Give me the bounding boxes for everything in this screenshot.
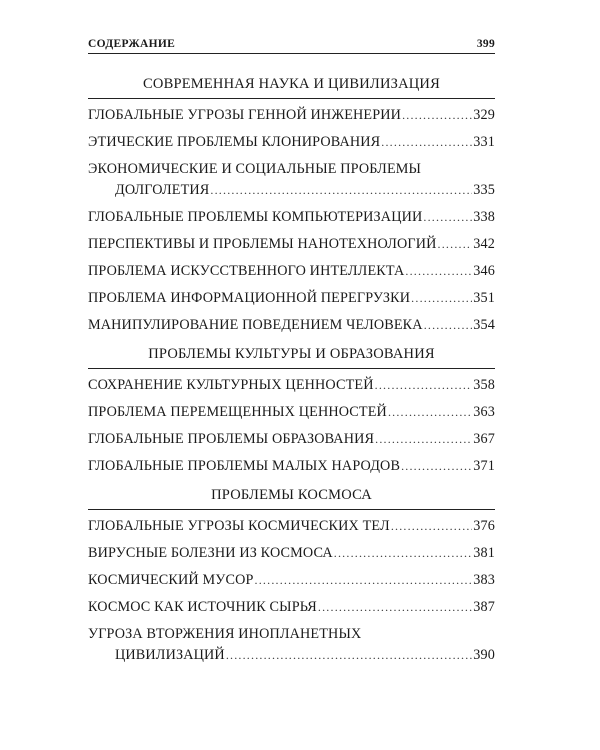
toc-entry-title: КОСМИЧЕСКИЙ МУСОР: [88, 572, 254, 588]
toc-entry-page-number: 376: [473, 518, 495, 534]
toc-entry[interactable]: [88, 234, 495, 255]
toc-entry-row: [88, 516, 495, 537]
toc-entry[interactable]: [88, 105, 495, 126]
toc-entry-row: [88, 288, 495, 309]
toc-entry-page-number: 367: [473, 431, 495, 447]
toc-entry-title: ГЛОБАЛЬНЫЕ УГРОЗЫ ГЕННОЙ ИНЖЕНЕРИИ: [88, 107, 402, 123]
toc-entry-title: МАНИПУЛИРОВАНИЕ ПОВЕДЕНИЕМ ЧЕЛОВЕКА: [88, 317, 423, 333]
section-title: СОВРЕМЕННАЯ НАУКА И ЦИВИЛИЗАЦИЯ: [143, 76, 440, 92]
toc-entry-page-number: 381: [473, 545, 495, 561]
toc-entry[interactable]: [88, 315, 495, 336]
toc-entry[interactable]: [88, 207, 495, 228]
toc-entry-row: [88, 132, 495, 153]
toc-entry-title: ПРОБЛЕМА ИСКУССТВЕННОГО ИНТЕЛЛЕКТА: [88, 263, 405, 279]
toc-entry-page-number: 351: [473, 290, 495, 306]
toc-entry-title: ГЛОБАЛЬНЫЕ ПРОБЛЕМЫ МАЛЫХ НАРОДОВ: [88, 458, 401, 474]
toc-entry-page-number: 329: [473, 107, 495, 123]
toc-entry-page-number: 342: [473, 236, 495, 252]
toc-entry-title: ЦИВИЛИЗАЦИЙ: [115, 647, 225, 663]
toc-entry-row: [88, 261, 495, 282]
toc-entry-title: КОСМОС КАК ИСТОЧНИК СЫРЬЯ: [88, 599, 317, 615]
toc-entry[interactable]: [88, 375, 495, 396]
dot-leader: [375, 429, 472, 450]
section-divider: [88, 98, 495, 99]
dot-leader: [424, 315, 473, 336]
toc-entry[interactable]: [88, 570, 495, 591]
toc-entry-title: ГЛОБАЛЬНЫЕ ПРОБЛЕМЫ ОБРАЗОВАНИЯ: [88, 431, 375, 447]
dot-leader: [210, 180, 472, 201]
dot-leader: [405, 261, 472, 282]
dot-leader: [318, 597, 472, 618]
toc-entry[interactable]: [88, 624, 495, 666]
toc-entry[interactable]: [88, 261, 495, 282]
section-divider: [88, 368, 495, 369]
toc-entry[interactable]: [88, 597, 495, 618]
toc-entry-title: ЭТИЧЕСКИЕ ПРОБЛЕМЫ КЛОНИРОВАНИЯ: [88, 134, 381, 150]
dot-leader: [401, 456, 472, 477]
toc-entry-row: [88, 375, 495, 396]
toc-entry-list: [88, 375, 495, 477]
toc-entry-page-number: 387: [473, 599, 495, 615]
toc-entry-page-number: 358: [473, 377, 495, 393]
toc-entry-row: [88, 597, 495, 618]
toc-entry[interactable]: [88, 429, 495, 450]
toc-entry-row: [88, 456, 495, 477]
toc-entry-title: ГЛОБАЛЬНЫЕ ПРОБЛЕМЫ КОМПЬЮТЕРИЗАЦИИ: [88, 209, 423, 225]
toc-entry-page-number: 346: [473, 263, 495, 279]
dot-leader: [438, 234, 473, 255]
toc-entry-title-line1: УГРОЗА ВТОРЖЕНИЯ ИНОПЛАНЕТНЫХ: [88, 626, 362, 642]
toc-entry-title: ГЛОБАЛЬНЫЕ УГРОЗЫ КОСМИЧЕСКИХ ТЕЛ: [88, 518, 390, 534]
dot-leader: [402, 105, 472, 126]
dot-leader: [423, 207, 472, 228]
toc-entry-page-number: 390: [473, 647, 495, 663]
dot-leader: [334, 543, 473, 564]
section-divider: [88, 509, 495, 510]
toc-entry-title: ПРОБЛЕМА ПЕРЕМЕЩЕННЫХ ЦЕННОСТЕЙ: [88, 404, 387, 420]
dot-leader: [381, 132, 472, 153]
toc-entry-page-number: 354: [473, 317, 495, 333]
toc-entry-row: [88, 207, 495, 228]
toc-entry-page-number: 335: [473, 182, 495, 198]
toc-entry-title: ДОЛГОЛЕТИЯ: [115, 182, 210, 198]
toc-entry[interactable]: [88, 159, 495, 201]
toc-entry[interactable]: [88, 402, 495, 423]
toc-entry[interactable]: [88, 132, 495, 153]
toc-entry-title: СОХРАНЕНИЕ КУЛЬТУРНЫХ ЦЕННОСТЕЙ: [88, 377, 374, 393]
toc-entry-row: [88, 315, 495, 336]
toc-section: [88, 73, 495, 336]
dot-leader: [255, 570, 473, 591]
toc-entry[interactable]: [88, 288, 495, 309]
dot-leader: [391, 516, 472, 537]
toc-entry-title: ПРОБЛЕМА ИНФОРМАЦИОННОЙ ПЕРЕГРУЗКИ: [88, 290, 411, 306]
toc-entry-list: [88, 105, 495, 336]
toc-entry-row: [88, 105, 495, 126]
toc-entry-title-line1: ЭКОНОМИЧЕСКИЕ И СОЦИАЛЬНЫЕ ПРОБЛЕМЫ: [88, 161, 422, 177]
dot-leader: [226, 645, 472, 666]
toc-entry[interactable]: [88, 543, 495, 564]
toc-page: [88, 38, 495, 672]
section-title: ПРОБЛЕМЫ КОСМОСА: [211, 487, 372, 503]
toc-entry-row: [88, 180, 495, 201]
toc-entry-row: [88, 402, 495, 423]
toc-entry-page-number: 371: [473, 458, 495, 474]
dot-leader: [375, 375, 473, 396]
toc-section: [88, 484, 495, 666]
running-head-title: СОДЕРЖАНИЕ: [88, 38, 176, 50]
toc-entry-page-number: 338: [473, 209, 495, 225]
toc-entry-page-number: 363: [473, 404, 495, 420]
toc-entry-list: [88, 516, 495, 666]
toc-entry[interactable]: [88, 516, 495, 537]
section-title: ПРОБЛЕМЫ КУЛЬТУРЫ И ОБРАЗОВАНИЯ: [148, 346, 435, 362]
toc-entry-row: [88, 645, 495, 666]
toc-entry-row: [88, 429, 495, 450]
running-head: [88, 38, 495, 54]
dot-leader: [411, 288, 472, 309]
toc-entry-page-number: 383: [473, 572, 495, 588]
toc-sections: [88, 73, 495, 666]
toc-entry-title: ВИРУСНЫЕ БОЛЕЗНИ ИЗ КОСМОСА: [88, 545, 333, 561]
toc-entry-page-number: 331: [473, 134, 495, 150]
dot-leader: [388, 402, 472, 423]
toc-entry-row: [88, 570, 495, 591]
toc-entry-row: [88, 234, 495, 255]
running-head-page-number: 399: [476, 38, 495, 50]
toc-entry-row: [88, 543, 495, 564]
toc-entry-title: ПЕРСПЕКТИВЫ И ПРОБЛЕМЫ НАНОТЕХНОЛОГИЙ: [88, 236, 437, 252]
toc-entry[interactable]: [88, 456, 495, 477]
toc-section: [88, 343, 495, 477]
